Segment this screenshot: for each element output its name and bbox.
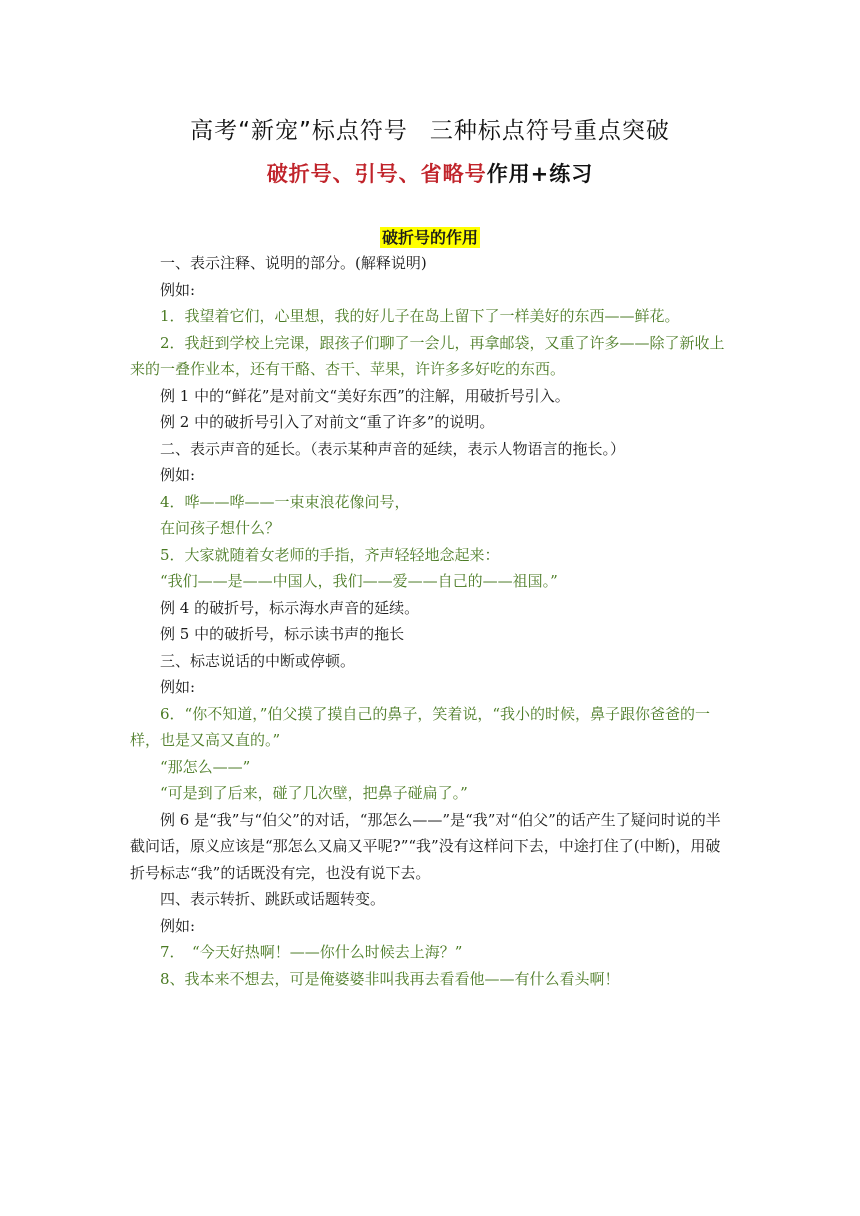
subtitle-red: 破折号、引号、省略号 <box>266 162 487 186</box>
example-8: 8、我本来不想去，可是俺婆婆非叫我再去看看他——有什么看头啊！ <box>160 969 620 988</box>
point-1-heading: 一、表示注释、说明的部分。(解释说明) <box>160 254 427 272</box>
example-label: 例如: <box>160 280 196 299</box>
example-4-line-1: 4．哗——哗——一束束浪花像问号， <box>160 492 410 511</box>
example-6-line-1: 6．“你不知道，”伯父摸了摸自己的鼻子，笑着说，“我小的时候，鼻子跟你爸爸的一样，也是又高又直的。” <box>130 704 711 749</box>
explanation-1: 例 1 中的“鲜花”是对前文“美好东西”的注解，用破折号引入。 <box>160 386 570 405</box>
point-4-heading: 四、表示转折、跳跃或话题转变。 <box>160 890 386 908</box>
example-5-line-1: 5．大家就随着女老师的手指，齐声轻轻地念起来： <box>160 545 500 564</box>
subtitle-black: 作用+练习 <box>486 162 594 186</box>
section-heading <box>0 225 860 248</box>
example-7: 7． “今天好热啊！——你什么时候去上海？” <box>160 943 463 961</box>
example-label: 例如: <box>160 466 196 484</box>
title-left: 高考“新宠”标点符号 <box>190 118 408 144</box>
example-label: 例如: <box>160 916 196 935</box>
point-2-heading: 二、表示声音的延长。（表示某种声音的延续，表示人物语言的拖长。） <box>160 439 626 458</box>
document-subtitle <box>0 158 860 188</box>
document-body <box>130 250 730 992</box>
point-3-heading: 三、标志说话的中断或停顿。 <box>160 651 356 670</box>
document-title <box>0 112 860 145</box>
example-2: 2．我赶到学校上完课，跟孩子们聊了一会儿，再拿邮袋，又重了许多——除了新收上来的一叠作业本，还有干酪、杏干、苹果，许许多多好吃的东西。 <box>130 333 725 378</box>
explanation-4: 例 4 的破折号，标示海水声音的延续。 <box>160 598 420 617</box>
example-6-line-3: “可是到了后来，碰了几次壁，把鼻子碰扁了。” <box>160 784 468 802</box>
section-heading-highlight: 破折号的作用 <box>381 228 478 247</box>
explanation-2: 例 2 中的破折号引入了对前文“重了许多”的说明。 <box>160 413 495 431</box>
example-1: 1．我望着它们，心里想，我的好儿子在岛上留下了一样美好的东西——鲜花。 <box>160 307 680 325</box>
example-6-line-2: “那怎么——” <box>160 757 251 776</box>
example-5-line-2: “我们——是——中国人，我们——爱——自己的——祖国。” <box>160 572 558 590</box>
explanation-5: 例 5 中的破折号，标示读书声的拖长 <box>160 625 405 643</box>
example-4-line-2: 在问孩子想什么？ <box>160 519 281 537</box>
explanation-6: 例 6 是“我”与“伯父”的对话，“那怎么——”是“我”对“伯父”的话产生了疑问时说的半截问话，原义应该是“那怎么又扁又平呢?”“我”没有这样问下去，中途打住了(中断)，用破折号标志“我”的话既没有完，也没有说下去。 <box>130 810 721 882</box>
example-label: 例如: <box>160 678 196 696</box>
title-right: 三种标点符号重点突破 <box>429 118 670 144</box>
